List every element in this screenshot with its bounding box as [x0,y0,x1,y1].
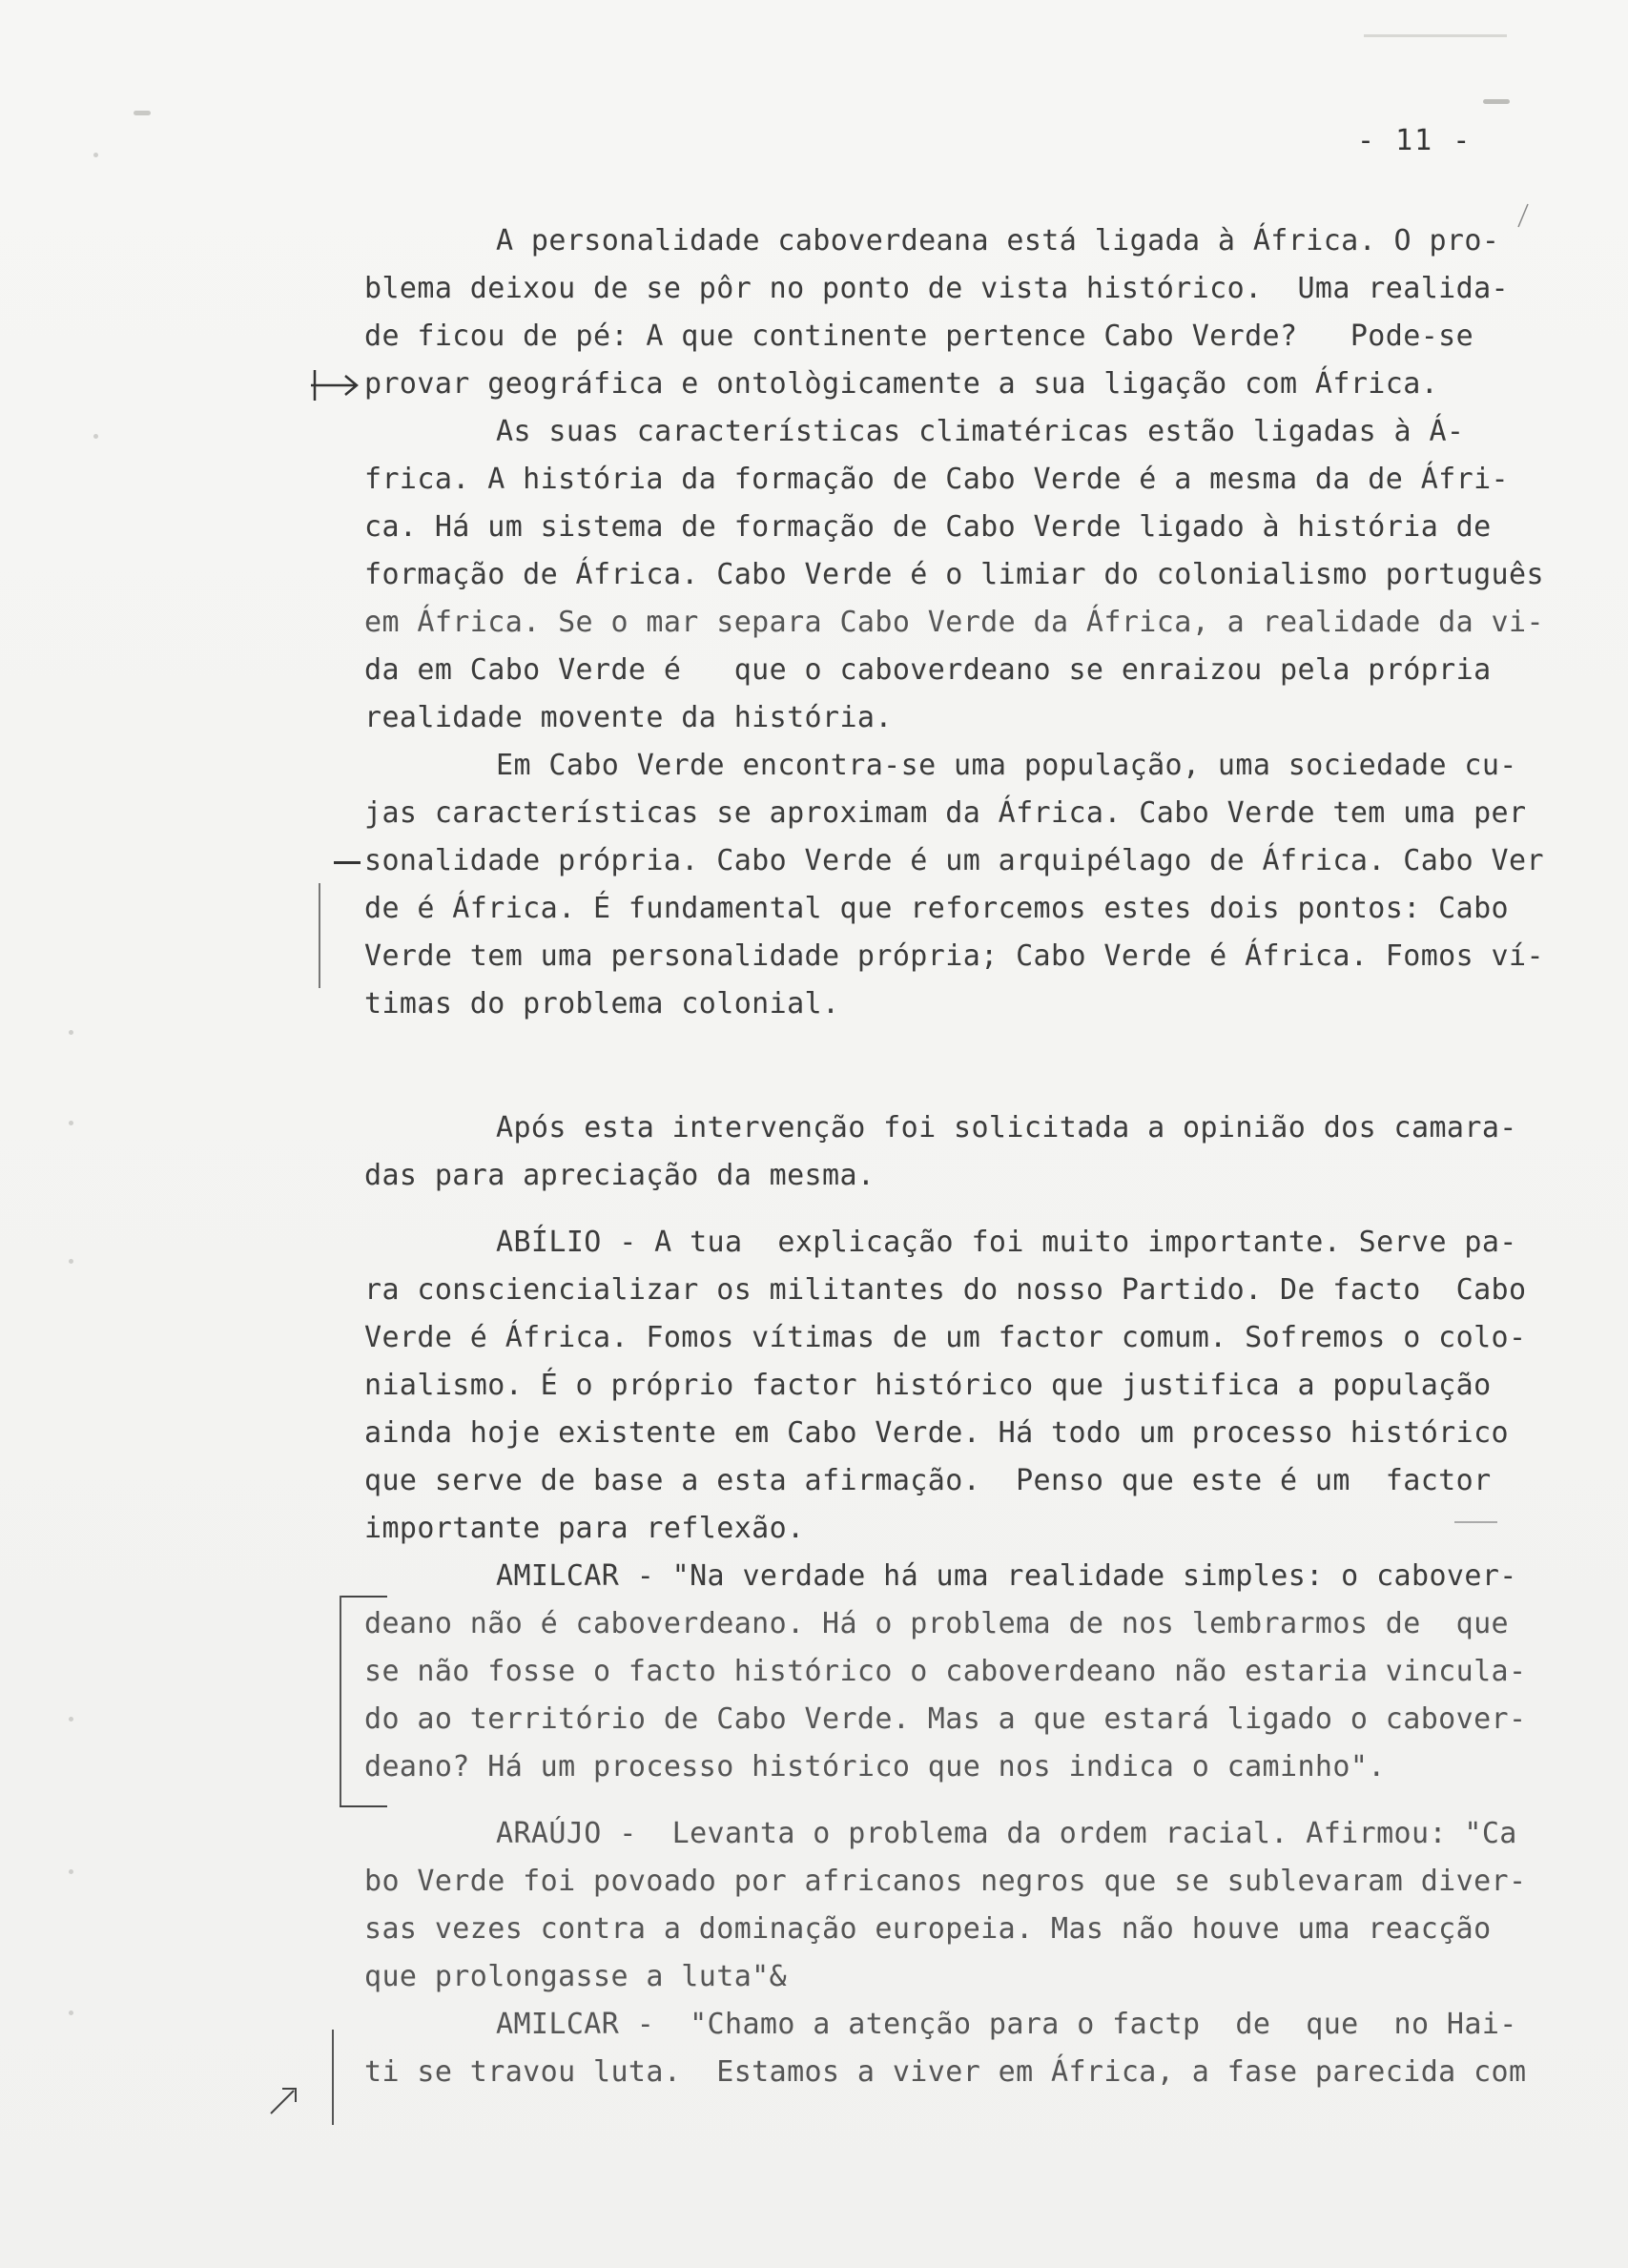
text-line: de ficou de pé: A que continente pertence Cabo Verde? Pode-se [364,320,1474,353]
text-line: timas do problema colonial. [364,987,840,1021]
text-line: blema deixou de se pôr no ponto de vista histórico. Uma realida- [364,272,1509,305]
text-line: nialismo. É o próprio factor histórico que justifica a população [364,1369,1492,1402]
text-line: jas características se aproximam da África. Cabo Verde tem uma per [364,796,1527,830]
text-line: da em Cabo Verde é que o caboverdeano se enraizou pela própria [364,653,1492,687]
page-number: - 11 - [1357,124,1473,157]
text-line: AMILCAR - "Chamo a atenção para o factp de que no Hai- [496,2008,1517,2041]
binder-hole [93,434,98,439]
text-line: formação de África. Cabo Verde é o limiar do colonialismo português [364,558,1544,591]
margin-scribble [1454,1521,1497,1523]
binder-hole [69,2010,73,2015]
text-line: importante para reflexão. [364,1512,805,1545]
binder-hole [69,1121,73,1125]
margin-dash [334,861,361,864]
text-line: realidade movente da história. [364,701,893,734]
text-line: bo Verde foi povoado por africanos negros que se sublevaram diver- [364,1865,1527,1898]
text-line: Verde tem uma personalidade própria; Cabo Verde é África. Fomos ví- [364,939,1544,973]
binder-hole [69,1259,73,1264]
text-line: sonalidade própria. Cabo Verde é um arquipélago de África. Cabo Ver [364,844,1544,877]
margin-arrow-icon [265,2077,307,2119]
text-line: provar geográfica e ontològicamente a sua ligação com África. [364,367,1439,401]
binder-hole [69,1717,73,1722]
text-line: A personalidade caboverdeana está ligada à África. O pro- [496,224,1500,258]
text-line: deano? Há um processo histórico que nos indica o caminho". [364,1750,1386,1783]
paper-smudge [1364,34,1507,37]
text-line: ti se travou luta. Estamos a viver em África, a fase parecida com [364,2055,1527,2089]
margin-bracket-top [340,1596,387,1598]
text-line: de é África. É fundamental que reforcemos estes dois pontos: Cabo [364,892,1509,925]
text-line: As suas características climatéricas estão ligadas à Á- [496,415,1465,448]
text-line: se não fosse o facto histórico o caboverdeano não estaria vincula- [364,1655,1527,1688]
text-line: das para apreciação da mesma. [364,1159,876,1192]
margin-bracket-side [340,1596,341,1805]
text-line: que prolongasse a luta"& [364,1960,788,1993]
text-line: em África. Se o mar separa Cabo Verde da África, a realidade da vi- [364,606,1544,639]
binder-hole [93,153,98,157]
text-line: Em Cabo Verde encontra-se uma população, uma sociedade cu- [496,749,1517,782]
paper-smudge [1483,99,1510,104]
margin-tick-icon [1515,200,1534,229]
margin-arrow-icon [307,366,364,404]
text-line: ABÍLIO - A tua explicação foi muito importante. Serve pa- [496,1226,1517,1259]
text-line: AMILCAR - "Na verdade há uma realidade simples: o cabover- [496,1559,1517,1593]
text-line: do ao território de Cabo Verde. Mas a que estará ligado o cabover- [364,1702,1527,1736]
paper-smudge [134,111,151,115]
text-line: Após esta intervenção foi solicitada a opinião dos camara- [496,1111,1517,1144]
text-line: ainda hoje existente em Cabo Verde. Há todo um processo histórico [364,1416,1509,1450]
text-line: frica. A história da formação de Cabo Verde é a mesma da de Áfri- [364,463,1509,496]
margin-bracket-line [319,883,320,988]
text-line: que serve de base a esta afirmação. Penso que este é um factor [364,1464,1492,1497]
text-line: ca. Há um sistema de formação de Cabo Verde ligado à história de [364,510,1492,544]
binder-hole [69,1030,73,1035]
text-line: sas vezes contra a dominação europeia. Mas não houve uma reacção [364,1912,1492,1946]
text-line: ra consciencializar os militantes do nosso Partido. De facto Cabo [364,1273,1527,1307]
text-line: Verde é África. Fomos vítimas de um factor comum. Sofremos o colo- [364,1321,1527,1354]
text-line: ARAÚJO - Levanta o problema da ordem racial. Afirmou: "Ca [496,1817,1517,1850]
margin-vertical-line [332,2030,334,2125]
binder-hole [69,1869,73,1874]
text-line: deano não é caboverdeano. Há o problema de nos lembrarmos de que [364,1607,1509,1640]
margin-bracket-bottom [340,1805,387,1807]
